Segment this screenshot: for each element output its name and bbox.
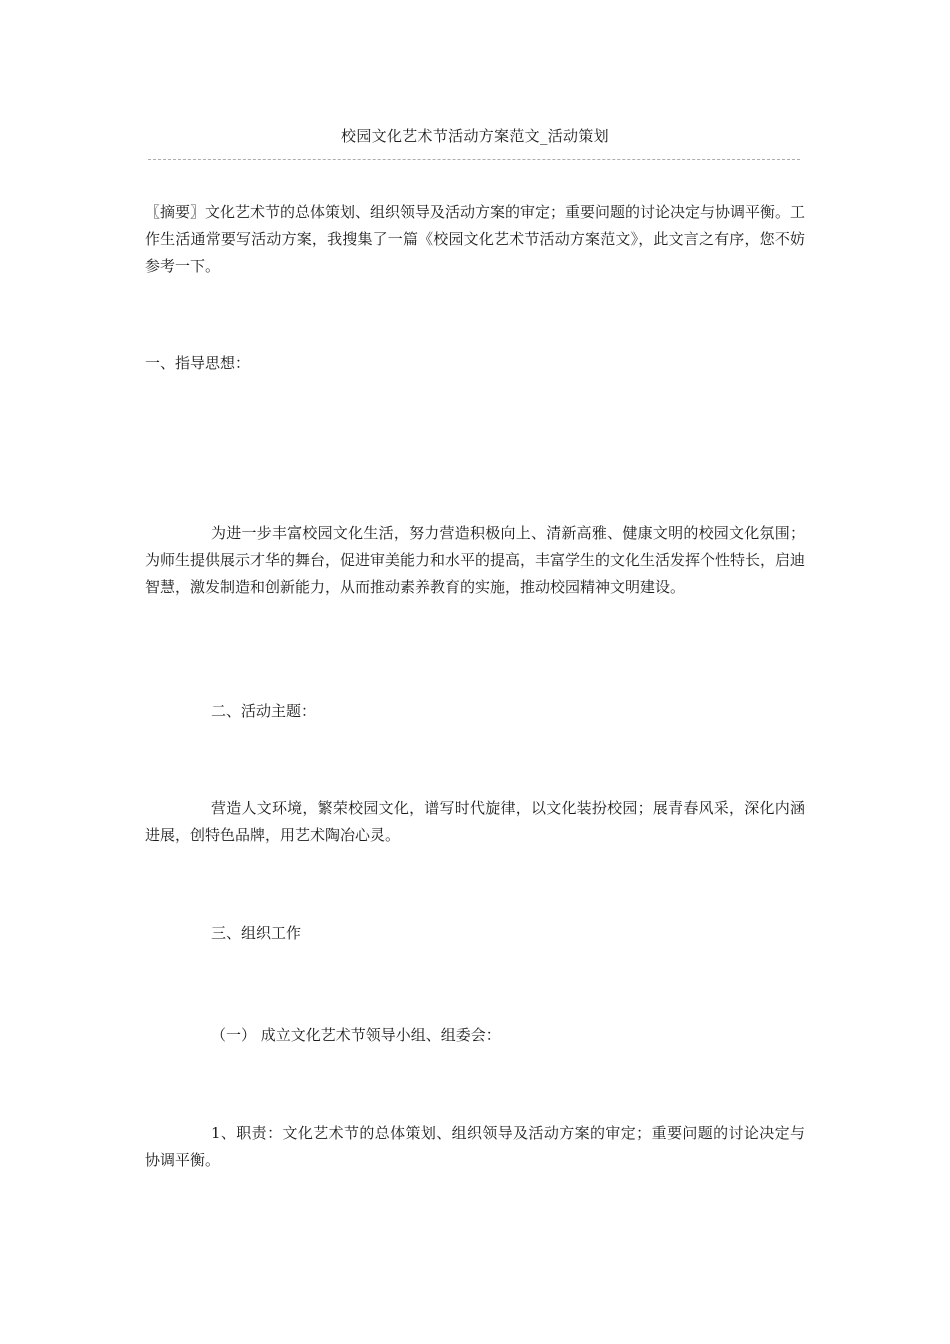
abstract-paragraph: 〖摘要〗文化艺术节的总体策划、组织领导及活动方案的审定；重要问题的讨论决定与协调平衡。工作生活通常要写活动方案，我搜集了一篇《校园文化艺术节活动方案范文》，此文言之有序，您不妨参考一下。 [145,203,806,275]
section-heading-organization: 三、组织工作 [211,924,302,942]
title-dashed-rule [148,159,800,160]
subheading-leadership-group: （一） 成立文化艺术节领导小组、组委会： [211,1026,501,1044]
duties-paragraph: 1、职责：文化艺术节的总体策划、组织领导及活动方案的审定；重要问题的讨论决定与协调平衡。 [145,1124,805,1169]
section-heading-activity-theme: 二、活动主题： [211,702,317,720]
guiding-thought-paragraph: 为进一步丰富校园文化生活，努力营造积极向上、清新高雅、健康文明的校园文化氛围；为师生提供展示才华的舞台，促进审美能力和水平的提高，丰富学生的文化生活发挥个性特长，启迪智慧，激发制造和创新能力，从而推动素养教育的实施，推动校园精神文明建设。 [145,524,806,596]
section-heading-guiding-thought: 一、指导思想： [145,354,251,372]
document-title: 校园文化艺术节活动方案范文_活动策划 [341,127,609,145]
activity-theme-paragraph: 营造人文环境，繁荣校园文化，谱写时代旋律，以文化装扮校园；展青春风采，深化内涵进展，创特色品牌，用艺术陶冶心灵。 [145,799,805,844]
